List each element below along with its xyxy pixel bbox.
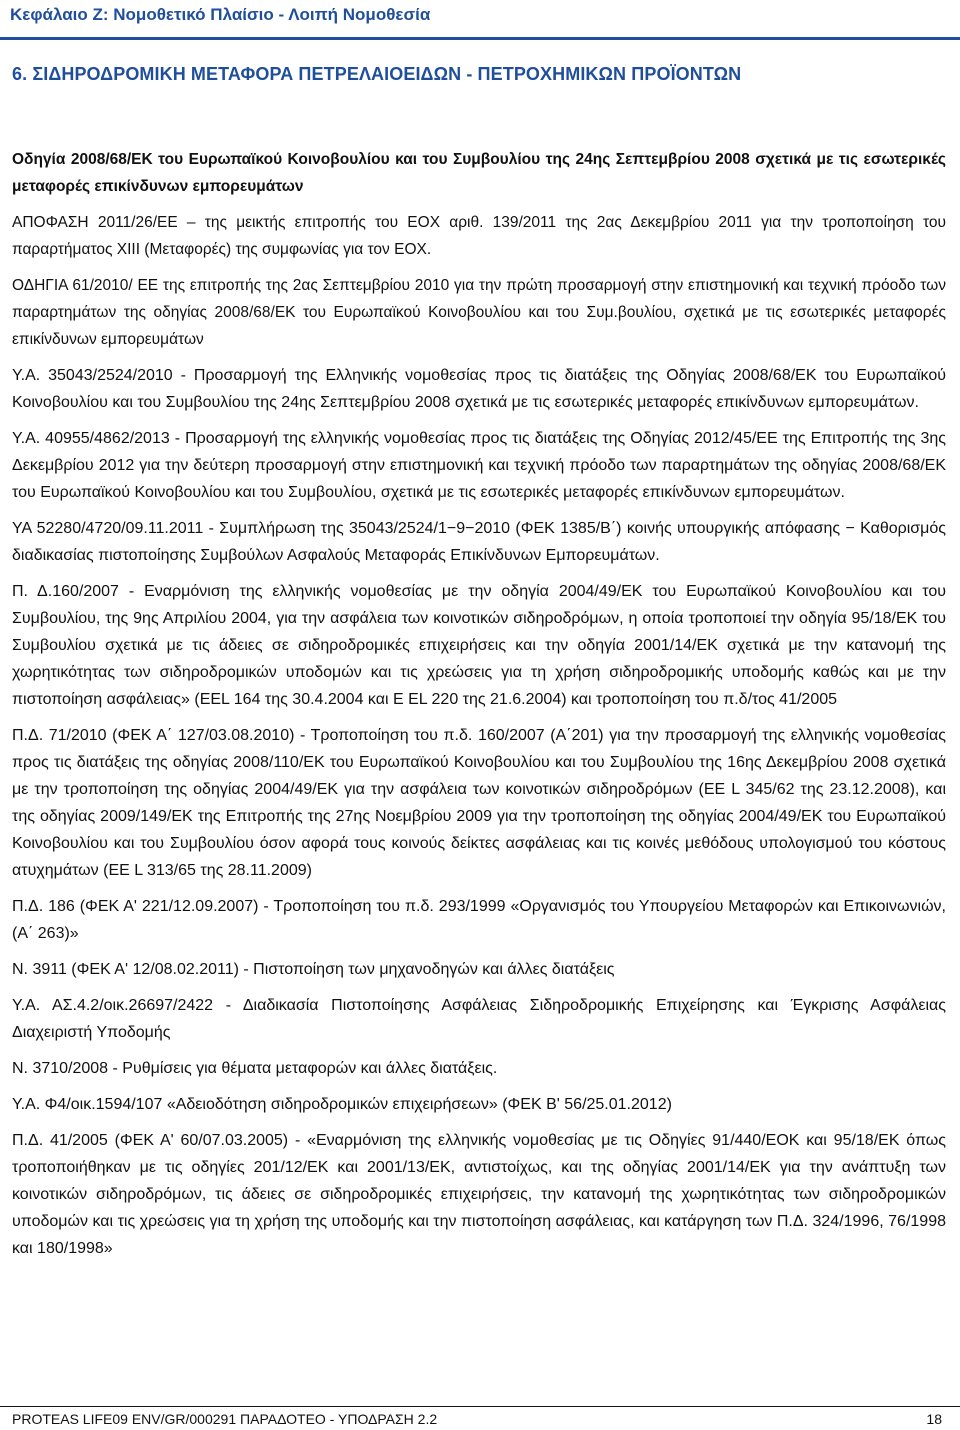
- legislation-item: Ν. 3911 (ΦΕΚ Α' 12/08.02.2011) - Πιστοποίηση των μηχανοδηγών και άλλες διατάξεις: [12, 961, 615, 978]
- legislation-item: ΟΔΗΓΙΑ 61/2010/ ΕΕ της επιτροπής της 2ας Σεπτεμβρίου 2010 για την πρώτη προσαρμογή στην επιστημονική και τεχνική πρόοδο των παραρτημάτων της οδηγίας 2008/68/ΕΚ του Ευρωπαϊκού Κοινοβουλίου και του Συμ.βουλίου, σχετικά με τις εσωτερικές μεταφορές επικίνδυνων εμπορευμάτων: [12, 277, 946, 348]
- legislation-item: Π.Δ. 186 (ΦΕΚ Α' 221/12.09.2007) - Τροποποίηση του π.δ. 293/1999 «Οργανισμός του Υπουργείου Μεταφορών και Επικοινωνιών, (Α΄ 263)»: [12, 898, 946, 942]
- chapter-title: Κεφάλαιο Ζ: Νομοθετικό Πλαίσιο - Λοιπή Νομοθεσία: [10, 5, 431, 24]
- section-title: 6. ΣΙΔΗΡΟΔΡΟΜΙΚΗ ΜΕΤΑΦΟΡΑ ΠΕΤΡΕΛΑΙΟΕΙΔΩΝ - ΠΕΤΡΟΧΗΜΙΚΩΝ ΠΡΟΪΟΝΤΩΝ: [12, 64, 742, 84]
- legislation-item: Υ.Α. 40955/4862/2013 - Προσαρμογή της ελληνικής νομοθεσίας προς τις διατάξεις της Οδηγίας 2012/45/ΕΕ της Επιτροπής της 3ης Δεκεμβρίου 2012 για την δεύτερη προσαρμογή στην επιστημονική και τεχνική πρόοδο των παραρτημάτων της οδηγίας 2008/68/ΕΚ του Ευρωπαϊκού Κοινοβουλίου και του Συμβουλίου, σχετικά με τις εσωτερικές μεταφορές επικίνδυνων εμπορευμάτων.: [12, 430, 946, 501]
- footer-project: PROTEAS LIFE09 ENV/GR/000291 ΠΑΡΑΔΟΤΕΟ - ΥΠΟΔΡΑΣΗ 2.2: [12, 1411, 438, 1427]
- page-number: 18: [926, 1411, 942, 1427]
- legislation-item: Π.Δ. 41/2005 (ΦΕΚ Α' 60/07.03.2005) - «Εναρμόνιση της ελληνικής νομοθεσίας με τις Οδηγίες 91/440/ΕΟΚ και 95/18/ΕΚ όπως τροποποιήθηκαν με τις οδηγίες 201/12/ΕΚ και 2001/13/ΕΚ, αντιστοίχως, και της οδηγίας 2001/14/ΕΚ για την ανάπτυξη των κοινοτικών σιδηροδρόμων, τις άδειες σε σιδηροδρομικές επιχειρήσεις, την κατανομή της χωρητικότητας των σιδηροδρομικών υποδομών και τις χρεώσεις για τη χρήση της υποδομής και την πιστοποίηση ασφάλειας, και κατάργηση των Π.Δ. 324/1996, 76/1998 και 180/1998»: [12, 1132, 946, 1257]
- legislation-item: Π.Δ. 71/2010 (ΦΕΚ Α΄ 127/03.08.2010) - Τροποποίηση του π.δ. 160/2007 (Α΄201) για την προσαρμογή της ελληνικής νομοθεσίας προς τις διατάξεις της οδηγίας 2008/110/ΕΚ του Ευρωπαϊκού Κοινοβουλίου και του Συμβουλίου της 16ης Δεκεμβρίου 2008 σχετικά με την τροποποίηση της οδηγίας 2004/49/ΕΚ για την ασφάλεια των κοινοτικών σιδηροδρόμων (ΕΕ L 345/62 της 23.12.2008), και της οδηγίας 2009/149/ΕΚ της Επιτροπής της 27ης Νοεμβρίου 2009 για την τροποποίηση της οδηγίας 2004/49/ΕΚ του Ευρωπαϊκού Κοινοβουλίου και του Συμβουλίου όσον αφορά τους κοινούς δείκτες ασφάλειας και τις κοινές μεθόδους υπολογισμού του κόστους ατυχημάτων (ΕΕ L 313/65 της 28.11.2009): [12, 727, 946, 879]
- legislation-item: Υ.Α. 35043/2524/2010 - Προσαρμογή της Ελληνικής νομοθεσίας προς τις διατάξεις της Οδηγίας 2008/68/ΕΚ του Ευρωπαϊκού Κοινοβουλίου και του Συμβουλίου της 24ης Σεπτεμβρίου 2008 σχετικά με τις εσωτερικές μεταφορές επικίνδυνων εμπορευμάτων.: [12, 367, 946, 411]
- legislation-item: Ν. 3710/2008 - Ρυθμίσεις για θέματα μεταφορών και άλλες διατάξεις.: [12, 1060, 498, 1077]
- legislation-item: Υ.Α. Φ4/οικ.1594/107 «Αδειοδότηση σιδηροδρομικών επιχειρήσεων» (ΦΕΚ Β' 56/25.01.2012): [12, 1096, 672, 1113]
- legislation-item: Υ.Α. ΑΣ.4.2/οικ.26697/2422 - Διαδικασία Πιστοποίησης Ασφάλειας Σιδηροδρομικής Επιχείρησης και Έγκρισης Ασφάλειας Διαχειριστή Υποδομής: [12, 997, 946, 1041]
- page-header: [0, 0, 960, 40]
- legislation-item: Οδηγία 2008/68/ΕΚ του Ευρωπαϊκού Κοινοβουλίου και του Συμβουλίου της 24ης Σεπτεμβρίου 2008 σχετικά με τις εσωτερικές μεταφορές επικίνδυνων εμπορευμάτων: [12, 151, 946, 195]
- legislation-item: ΥΑ 52280/4720/09.11.2011 - Συμπλήρωση της 35043/2524/1−9−2010 (ΦΕΚ 1385/Β΄) κοινής υπουργικής απόφασης − Καθορισμός διαδικασίας πιστοποίησης Συμβούλων Ασφαλούς Μεταφοράς Επικίνδυνων Εμπορευμάτων.: [12, 520, 946, 564]
- page-footer: [0, 1406, 960, 1430]
- legislation-item: Π. Δ.160/2007 - Εναρμόνιση της ελληνικής νομοθεσίας με την οδηγία 2004/49/ΕΚ του Ευρωπαϊκού Κοινοβουλίου και του Συμβουλίου, της 9ης Απριλίου 2004, για την ασφάλεια των κοινοτικών σιδηροδρόμων, η οποία τροποποιεί την οδηγία 95/18/ΕΚ του Συμβουλίου σχετικά με τις άδειες σε σιδηροδρομικές επιχειρήσεις και την οδηγία 2001/14/ΕΚ σχετικά με την κατανομή της χωρητικότητας των σιδηροδρομικών υποδομών και τις χρεώσεις για τη χρήση σιδηροδρομικής υποδομής καθώς και με την πιστοποίηση ασφάλειας» (ΕΕL 164 της 30.4.2004 και Ε EL 220 της 21.6.2004) και τροποποίηση του π.δ/τος 41/2005: [12, 583, 946, 708]
- legislation-item: ΑΠΟΦΑΣΗ 2011/26/ΕΕ – της μεικτής επιτροπής του ΕΟΧ αριθ. 139/2011 της 2ας Δεκεμβρίου 2011 για την τροποποίηση του παραρτήματος XIII (Μεταφορές) της συμφωνίας για τον ΕΟΧ.: [12, 214, 946, 258]
- legislation-list: [12, 146, 946, 1266]
